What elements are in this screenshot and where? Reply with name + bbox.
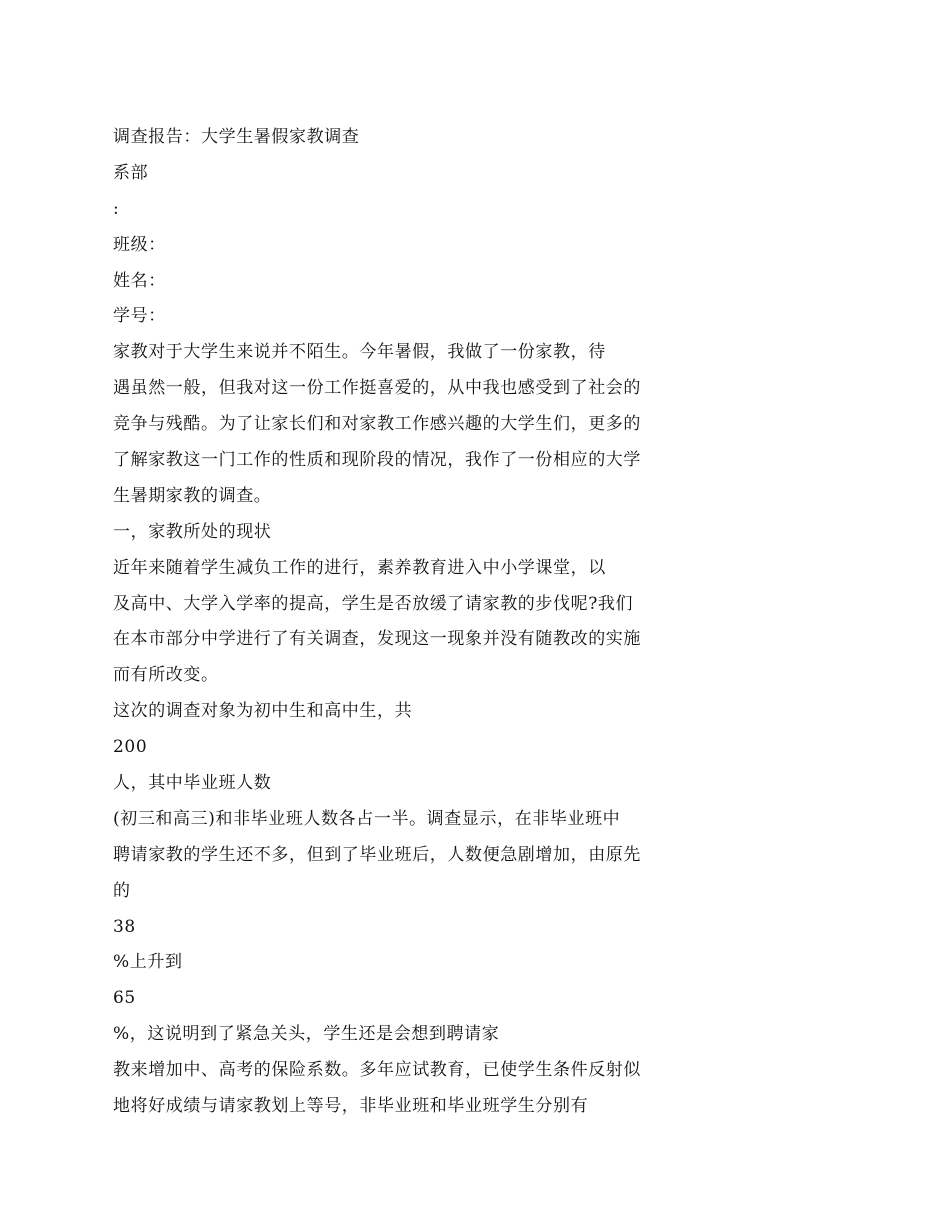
name-label: 姓名： — [113, 270, 166, 291]
text-line: 遇虽然一般，但我对这一份工作挺喜爱的，从中我也感受到了社会的 — [113, 378, 641, 399]
text-line: 竞争与残酷。为了让家长们和对家教工作感兴趣的大学生们，更多的 — [113, 414, 641, 435]
text-line: 人，其中毕业班人数 — [113, 773, 272, 794]
text-line: 而有所改变。 — [113, 665, 219, 686]
text-line: %，这说明到了紧急关头，学生还是会想到聘请家 — [113, 1024, 500, 1045]
text-line: 38 — [113, 916, 136, 937]
document-body — [113, 120, 683, 1125]
text-line: 家教对于大学生来说并不陌生。今年暑假，我做了一份家教，待 — [113, 342, 606, 363]
text-line: 生暑期家教的调查。 — [113, 485, 272, 506]
text-line: 200 — [113, 737, 148, 758]
text-line: 65 — [113, 988, 136, 1009]
text-line: 近年来随着学生减负工作的进行，素养教育进入中小学课堂，以 — [113, 557, 606, 578]
text-line: 的 — [113, 880, 131, 901]
class-label: 班级： — [113, 234, 166, 255]
text-line: 这次的调查对象为初中生和高中生，共 — [113, 701, 413, 722]
text-line: 了解家教这一门工作的性质和现阶段的情况，我作了一份相应的大学 — [113, 450, 641, 471]
department-colon: : — [113, 198, 120, 219]
text-line: (初三和高三)和非毕业班人数各占一半。调查显示，在非毕业班中 — [113, 808, 621, 829]
text-line: 聘请家教的学生还不多，但到了毕业班后，人数便急剧增加，由原先 — [113, 844, 641, 865]
student-id-label: 学号： — [113, 306, 166, 327]
department-label: 系部 — [113, 162, 149, 183]
document-title: 调查报告：大学生暑假家教调查 — [113, 127, 360, 147]
text-line: %上升到 — [113, 952, 183, 973]
section-heading: 一，家教所处的现状 — [113, 521, 272, 542]
text-line: 在本市部分中学进行了有关调查，发现这一现象并没有随教改的实施 — [113, 629, 641, 650]
text-line: 地将好成绩与请家教划上等号，非毕业班和毕业班学生分别有 — [113, 1096, 589, 1117]
text-line: 教来增加中、高考的保险系数。多年应试教育，已使学生条件反射似 — [113, 1060, 641, 1081]
text-line: 及高中、大学入学率的提高，学生是否放缓了请家教的步伐呢?我们 — [113, 593, 634, 614]
